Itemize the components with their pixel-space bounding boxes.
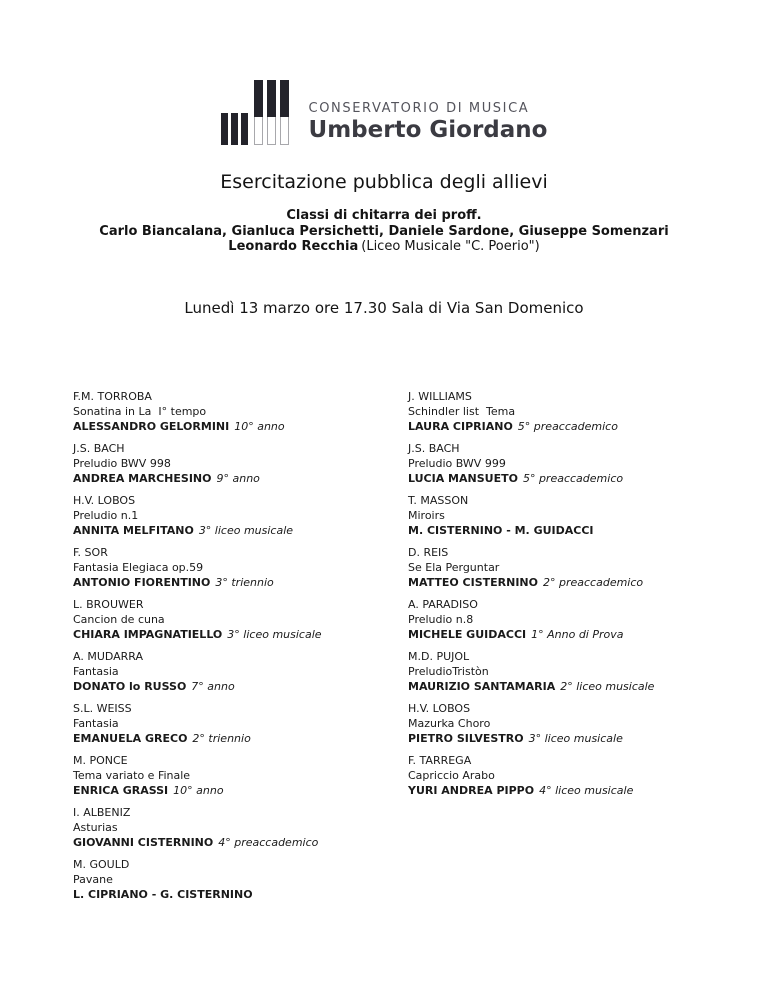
composer-line: H.V. LOBOS [408,701,471,715]
piece-line: Fantasia [73,716,119,730]
performer-line [408,783,768,798]
program-entry [73,545,408,590]
piano-key-icon [280,80,289,145]
performer-grade: 2° preaccademico [543,575,644,589]
performer-grade: 2° triennio [192,731,251,745]
piano-short-keys [221,113,248,145]
program-entry [73,597,408,642]
performer-name: GIOVANNI CISTERNINO [73,835,214,849]
professor-school: (Liceo Musicale "C. Poerio") [361,239,540,254]
composer-line: M. GOULD [73,857,130,871]
composer-line: F. TARREGA [408,753,472,767]
performer-grade: 3° liceo musicale [198,523,294,537]
performer-grade: 5° preaccademico [522,471,624,485]
program-left-column [73,389,408,909]
composer-line: J.S. BACH [408,441,460,455]
program-right-column [408,389,768,909]
piece-line: Asturias [73,820,118,834]
performer-name: ANTONIO FIORENTINO [73,575,211,589]
composer-line: S.L. WEISS [73,701,132,715]
performer-grade: 1° Anno di Prova [531,627,624,641]
performer-line [408,679,768,694]
performer-line [73,887,408,902]
piece-line: Preludio n.8 [408,612,474,626]
piece-line: Preludio BWV 999 [408,456,506,470]
performer-line [408,523,768,538]
performer-grade: 5° preaccademico [517,419,618,433]
piece-line: Mazurka Choro [408,716,491,730]
performer-name: YURI ANDREA PIPPO [408,783,535,797]
piece-line: Pavane [73,872,113,886]
composer-line: M. PONCE [73,753,128,767]
performer-grade: 10° anno [173,783,224,797]
program-entry [73,441,408,486]
composer-line: A. PARADISO [408,597,478,611]
composer-line: M.D. PUJOL [408,649,470,663]
composer-line: T. MASSON [408,493,469,507]
piano-key-icon [267,80,276,145]
logo-text [309,101,548,145]
performer-name: LAURA CIPRIANO [408,419,513,433]
composer-line: I. ALBENIZ [73,805,131,819]
performer-line [73,419,408,434]
program-entry [73,389,408,434]
performer-name: CHIARA IMPAGNATIELLO [73,627,223,641]
performer-grade: 7° anno [191,679,235,693]
program-entry [408,389,768,434]
logo-institution: CONSERVATORIO DI MUSICA [308,101,530,116]
program-entry [73,753,408,798]
performer-line [73,471,408,486]
piano-key-icon [231,113,238,145]
logo-name: Umberto Giordano [308,117,548,143]
composer-line: H.V. LOBOS [73,493,136,507]
performer-grade: 4° liceo musicale [539,783,634,797]
piece-line: Capriccio Arabo [408,768,495,782]
piece-line: PreludioTristòn [408,664,489,678]
letterhead [0,0,768,145]
performer-line [73,523,408,538]
performer-line [73,575,408,590]
composer-line: L. BROUWER [73,597,144,611]
program-entry [408,597,768,642]
subtitle-block [0,208,768,255]
performer-line [73,783,408,798]
piano-tall-keys [254,80,289,145]
program-entry [408,753,768,798]
composer-line: F. SOR [73,545,108,559]
performer-line [73,731,408,746]
professor-recchia-line [0,239,768,255]
classes-line: Classi di chitarra dei proff. [286,208,482,223]
piece-line: Cancion de cuna [73,612,165,626]
piece-line: Preludio BWV 998 [73,456,171,470]
piece-line: Fantasia [73,664,119,678]
professors-line: Carlo Biancalana, Gianluca Persichetti, Daniele Sardone, Giuseppe Somenzari [99,223,669,239]
program [0,389,768,909]
performer-name: MATTEO CISTERNINO [408,575,538,589]
performer-grade: 9° anno [216,471,260,485]
program-entry [73,857,408,902]
page-title: Esercitazione pubblica degli allievi [220,171,548,193]
piano-keys-icon [221,80,289,145]
performer-grade: 4° preaccademico [218,835,319,849]
composer-line: J.S. BACH [73,441,125,455]
piece-line: Preludio n.1 [73,508,139,522]
performer-name: M. CISTERNINO - M. GUIDACCI [408,523,594,537]
performer-name: L. CIPRIANO - G. CISTERNINO [73,887,253,901]
performer-line [73,627,408,642]
program-entry [73,701,408,746]
composer-line: J. WILLIAMS [408,389,472,403]
performer-name: LUCIA MANSUETO [408,471,518,485]
piece-line: Fantasia Elegiaca op.59 [73,560,204,574]
piece-line: Miroirs [408,508,445,522]
performer-name: ALESSANDRO GELORMINI [73,419,230,433]
event-date-venue: Lunedì 13 marzo ore 17.30 Sala di Via San Domenico [184,298,584,317]
performer-line [408,419,768,434]
performer-line [408,575,768,590]
performer-line [73,835,408,850]
performer-name: ENRICA GRASSI [73,783,169,797]
program-entry [408,545,768,590]
performer-name: EMANUELA GRECO [73,731,188,745]
performer-grade: 3° liceo musicale [227,627,322,641]
piece-line: Se Ela Perguntar [408,560,500,574]
program-entry [408,441,768,486]
composer-line: A. MUDARRA [73,649,144,663]
piece-line: Schindler list Tema [408,404,516,418]
performer-grade: 3° triennio [215,575,274,589]
performer-name: ANNITA MELFITANO [73,523,194,537]
performer-line [73,679,408,694]
program-entry [73,805,408,850]
performer-grade: 3° liceo musicale [528,731,623,745]
conservatory-logo [221,80,548,145]
professor-name: Leonardo Recchia [228,239,359,254]
performer-line [408,627,768,642]
program-entry [73,493,408,538]
piano-key-icon [254,80,263,145]
composer-line: D. REIS [408,545,449,559]
program-entry [408,493,768,538]
performer-name: ANDREA MARCHESINO [73,471,212,485]
performer-line [408,471,768,486]
composer-line: F.M. TORROBA [73,389,152,403]
piano-key-icon [241,113,248,145]
piece-line: Tema variato e Finale [73,768,191,782]
program-entry [408,649,768,694]
piece-line: Sonatina in La I° tempo [73,404,207,418]
performer-grade: 10° anno [234,419,285,433]
performer-name: MAURIZIO SANTAMARIA [408,679,556,693]
performer-name: DONATO lo RUSSO [73,679,187,693]
program-entry [73,649,408,694]
performer-grade: 2° liceo musicale [560,679,655,693]
performer-name: MICHELE GUIDACCI [408,627,527,641]
piano-key-icon [221,113,228,145]
performer-line [408,731,768,746]
program-entry [408,701,768,746]
performer-name: PIETRO SILVESTRO [408,731,524,745]
